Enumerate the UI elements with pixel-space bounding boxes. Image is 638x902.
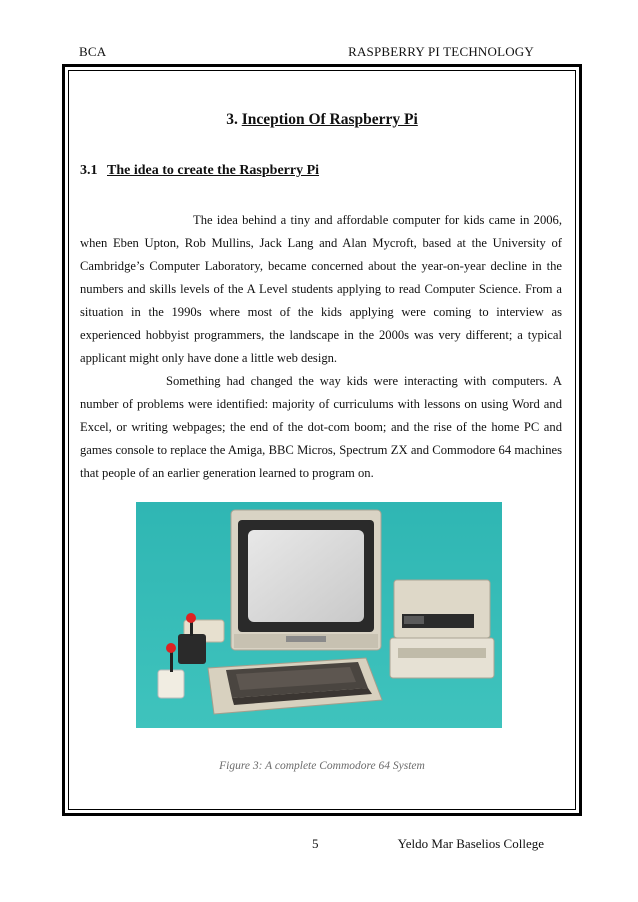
paragraph-2: Something had changed the way kids were interacting with computers. A number of problems were identified: majority of curriculums with lessons on using Word and Excel, or writing webpages; the end of the dot-com boom; and the rise of the home PC and games console to replace the Amiga, BBC Micros, Spectrum ZX and Commodore 64 machines that people of an earlier generation learned to program on. bbox=[80, 374, 562, 480]
body-text bbox=[80, 209, 562, 485]
commodore-64-photo bbox=[136, 502, 502, 728]
page-number: 5 bbox=[312, 836, 319, 851]
figure-caption: Figure 3: A complete Commodore 64 System bbox=[219, 760, 425, 772]
section-title: The idea to create the Raspberry Pi bbox=[107, 163, 320, 178]
section-number: 3.1 bbox=[80, 163, 98, 178]
paragraph-1: The idea behind a tiny and affordable computer for kids came in 2006, when Eben Upton, Rob Mullins, Jack Lang and Alan Mycroft, based at the University of Cambridge’s Computer Laboratory, became concerned about the year-on-year decline in the numbers and skills levels of the A Level students applying to read Computer Science. From a situation in the 1990s where most of the kids applying were coming to interview as experienced hobbyist programmers, the landscape in the 2000s was very different; a typical applicant might only have done a little web design. bbox=[80, 213, 562, 365]
footer-college: Yeldo Mar Baselios College bbox=[397, 836, 544, 851]
chapter-number: 3. bbox=[226, 111, 238, 128]
chapter-title-text: Inception Of Raspberry Pi bbox=[241, 111, 418, 128]
header-right: RASPBERRY PI TECHNOLOGY bbox=[348, 44, 534, 59]
chapter-title bbox=[62, 111, 582, 129]
section-heading bbox=[80, 163, 319, 179]
commodore-64-illustration bbox=[136, 502, 502, 728]
header-left: BCA bbox=[79, 44, 107, 59]
